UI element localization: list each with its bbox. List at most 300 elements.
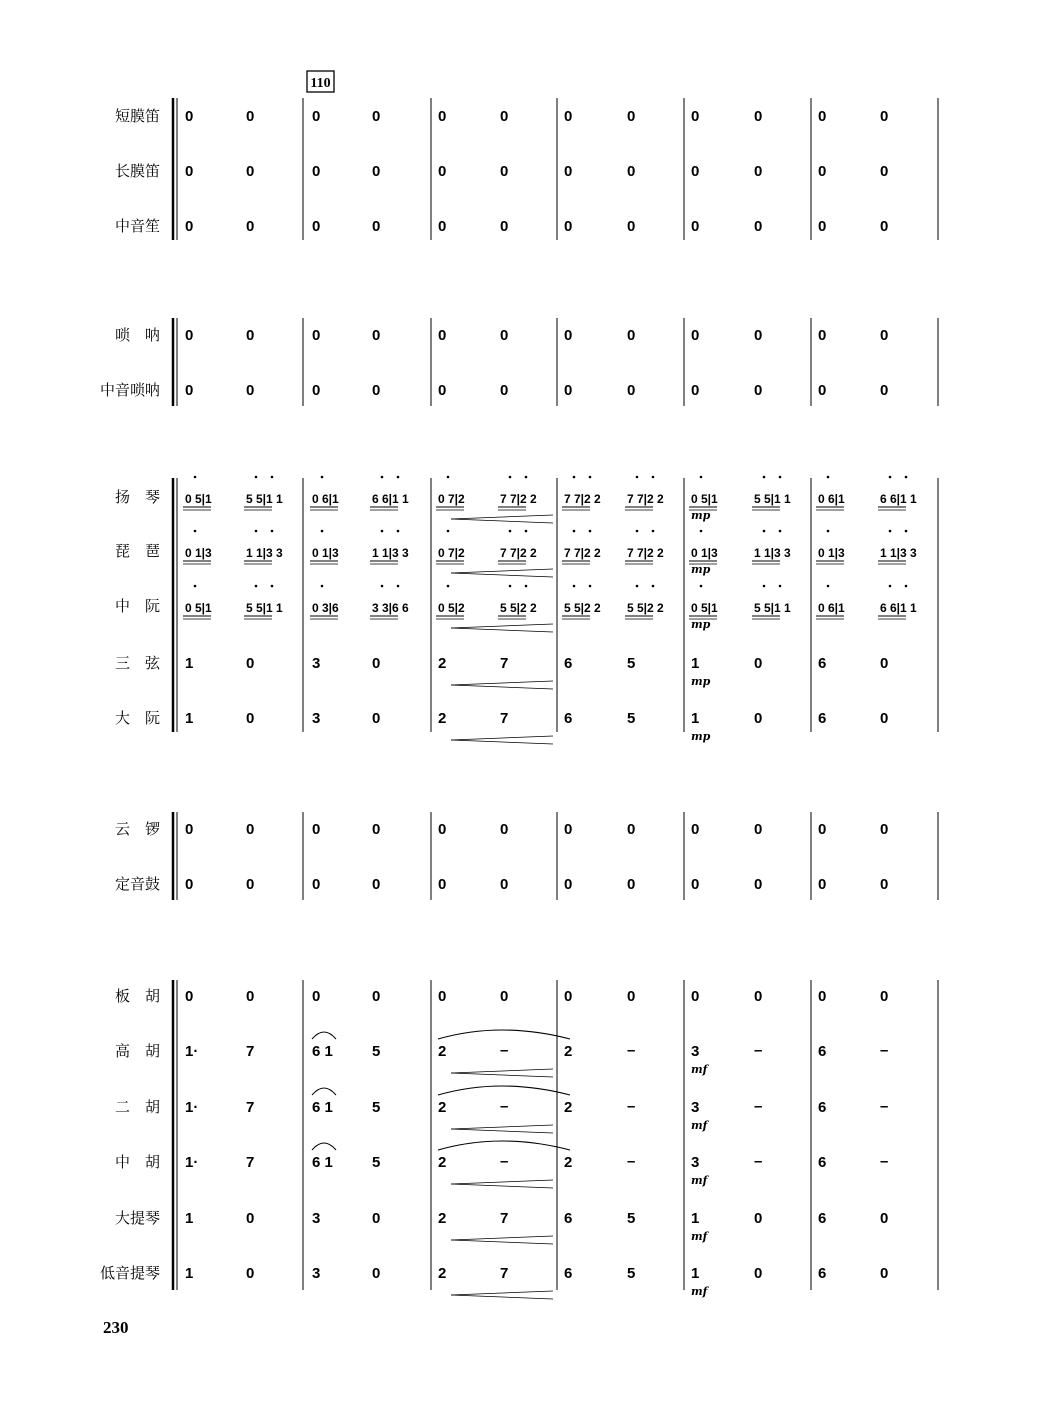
note: 0 [312, 108, 321, 125]
note: 2 [564, 1043, 573, 1060]
note: 1 [691, 1210, 700, 1227]
hairpin [451, 1180, 553, 1184]
note: 0 [246, 218, 255, 235]
lower-notes: 0 7|2 [438, 492, 465, 506]
octave-dot [397, 476, 400, 479]
octave-dot [509, 585, 512, 588]
dash-note: – [500, 1098, 509, 1115]
octave-dot [589, 476, 592, 479]
octave-dot [905, 585, 908, 588]
octave-dot [194, 585, 197, 588]
octave-dot [779, 530, 782, 533]
dash-note: – [500, 1042, 509, 1059]
note: 0 [627, 988, 636, 1005]
note: 0 [372, 1210, 381, 1227]
note: 0 [564, 821, 573, 838]
lower-notes: 0 3|6 [312, 601, 339, 615]
octave-dot [321, 585, 324, 588]
note: 0 [438, 821, 447, 838]
note: 0 [438, 218, 447, 235]
note: 0 [691, 876, 700, 893]
octave-dot [763, 530, 766, 533]
note: 0 [438, 382, 447, 399]
note: 0 [438, 988, 447, 1005]
dash-note: – [754, 1098, 763, 1115]
lower-notes: 1 1|3 3 [246, 546, 283, 560]
note: 1 [185, 710, 194, 727]
note: 0 [818, 163, 827, 180]
note: 0 [500, 382, 509, 399]
note: 1 [691, 1265, 700, 1282]
note: 2 [564, 1099, 573, 1116]
note: 1 [185, 655, 194, 672]
octave-dot [827, 585, 830, 588]
octave-dot [447, 585, 450, 588]
lower-notes: 7 7|2 2 [627, 492, 664, 506]
note: 0 [185, 163, 194, 180]
note: 0 [500, 988, 509, 1005]
note: 0 [185, 382, 194, 399]
octave-dot [827, 476, 830, 479]
note: 0 [880, 710, 889, 727]
octave-dot [889, 585, 892, 588]
note: 0 [754, 218, 763, 235]
note: 0 [185, 988, 194, 1005]
slur [312, 1032, 336, 1039]
octave-dot [763, 476, 766, 479]
note: 0 [564, 163, 573, 180]
note: 0 [500, 327, 509, 344]
dynamic-marking: mf [691, 1285, 708, 1298]
note: 5 [372, 1154, 381, 1171]
note: 0 [246, 710, 255, 727]
dash-note: – [627, 1098, 636, 1115]
octave-dot [589, 530, 592, 533]
instrument-name: 板 胡 [114, 987, 160, 1005]
hairpin [451, 624, 553, 628]
note: 0 [754, 1265, 763, 1282]
octave-dot [255, 476, 258, 479]
note: 0 [438, 876, 447, 893]
lower-notes: 7 7|2 2 [564, 546, 601, 560]
note: 0 [372, 163, 381, 180]
note: 0 [754, 327, 763, 344]
note: 0 [185, 327, 194, 344]
note: 6 [818, 1265, 827, 1282]
note: 6 1 [312, 1043, 333, 1060]
hairpin [451, 1129, 553, 1133]
octave-dot [321, 476, 324, 479]
hairpin [451, 736, 553, 740]
octave-dot [779, 585, 782, 588]
lower-notes: 0 1|3 [185, 546, 212, 560]
note: 0 [246, 876, 255, 893]
lower-notes: 0 5|2 [438, 601, 465, 615]
octave-dot [652, 585, 655, 588]
octave-dot [447, 530, 450, 533]
note: 0 [754, 655, 763, 672]
octave-dot [636, 585, 639, 588]
dynamic-marking: mf [691, 1119, 708, 1132]
note: 6 [564, 710, 573, 727]
note: 0 [880, 163, 889, 180]
dash-note: – [627, 1042, 636, 1059]
octave-dot [636, 476, 639, 479]
note: 0 [312, 382, 321, 399]
dynamic-marking: mf [691, 1230, 708, 1243]
note: 0 [500, 821, 509, 838]
note: 0 [818, 821, 827, 838]
dynamic-marking: mp [691, 618, 711, 631]
tie [438, 1141, 570, 1150]
note: 5 [627, 655, 636, 672]
instrument-name: 云 锣 [114, 820, 160, 838]
note: 0 [372, 327, 381, 344]
instrument-name: 中音笙 [114, 217, 160, 235]
instrument-name: 三 弦 [114, 654, 160, 672]
note: 0 [500, 876, 509, 893]
note: 0 [754, 163, 763, 180]
note: 0 [818, 327, 827, 344]
hairpin [451, 1184, 553, 1188]
note: 0 [372, 655, 381, 672]
note: 6 [818, 655, 827, 672]
octave-dot [194, 530, 197, 533]
note: 7 [246, 1043, 255, 1060]
tie [438, 1030, 570, 1039]
octave-dot [700, 476, 703, 479]
lower-notes: 1 1|3 3 [880, 546, 917, 560]
octave-dot [525, 530, 528, 533]
note: 2 [438, 1154, 447, 1171]
lower-notes: 0 5|1 [185, 492, 212, 506]
note: 3 [312, 1265, 321, 1282]
note: 1· [185, 1154, 199, 1171]
octave-dot [779, 476, 782, 479]
instrument-name: 短膜笛 [114, 107, 160, 125]
octave-dot [397, 530, 400, 533]
octave-dot [381, 530, 384, 533]
note: 0 [818, 988, 827, 1005]
note: 3 [691, 1154, 700, 1171]
slur [312, 1143, 336, 1150]
octave-dot [889, 530, 892, 533]
note: 0 [312, 821, 321, 838]
hairpin [451, 1236, 553, 1240]
lower-notes: 1 1|3 3 [372, 546, 409, 560]
note: 2 [438, 1043, 447, 1060]
octave-dot [381, 476, 384, 479]
note: 7 [500, 1265, 509, 1282]
note: 0 [185, 876, 194, 893]
note: 0 [754, 710, 763, 727]
note: 0 [754, 988, 763, 1005]
note: 0 [246, 382, 255, 399]
note: 0 [754, 108, 763, 125]
note: 0 [880, 327, 889, 344]
lower-notes: 0 5|1 [691, 492, 718, 506]
note: 0 [246, 821, 255, 838]
note: 1 [185, 1265, 194, 1282]
note: 0 [246, 327, 255, 344]
note: 0 [372, 218, 381, 235]
note: 0 [246, 163, 255, 180]
note: 5 [627, 1265, 636, 1282]
note: 0 [372, 382, 381, 399]
note: 0 [627, 876, 636, 893]
note: 0 [312, 876, 321, 893]
note: 6 1 [312, 1154, 333, 1171]
lower-notes: 7 7|2 2 [564, 492, 601, 506]
octave-dot [381, 585, 384, 588]
hairpin [451, 681, 553, 685]
lower-notes: 7 7|2 2 [627, 546, 664, 560]
note: 0 [691, 382, 700, 399]
note: 2 [438, 1265, 447, 1282]
note: 0 [246, 655, 255, 672]
note: 7 [500, 710, 509, 727]
note: 0 [880, 108, 889, 125]
note: 0 [185, 218, 194, 235]
note: 0 [312, 988, 321, 1005]
instrument-name: 长膜笛 [114, 162, 160, 180]
octave-dot [525, 585, 528, 588]
note: 0 [564, 218, 573, 235]
instrument-name: 大 阮 [114, 709, 160, 727]
note: 0 [372, 821, 381, 838]
note: 0 [500, 163, 509, 180]
octave-dot [271, 476, 274, 479]
note: 0 [372, 876, 381, 893]
dash-note: – [754, 1042, 763, 1059]
note: 3 [312, 655, 321, 672]
octave-dot [700, 585, 703, 588]
octave-dot [255, 530, 258, 533]
note: 0 [818, 876, 827, 893]
note: 0 [880, 988, 889, 1005]
hairpin [451, 515, 553, 519]
hairpin [451, 1291, 553, 1295]
note: 3 [312, 1210, 321, 1227]
note: 0 [438, 327, 447, 344]
note: 0 [818, 108, 827, 125]
hairpin [451, 740, 553, 744]
instrument-name: 中音唢呐 [99, 381, 160, 399]
instrument-name: 唢 呐 [114, 326, 160, 344]
note: 0 [500, 218, 509, 235]
note: 0 [880, 1265, 889, 1282]
note: 2 [438, 710, 447, 727]
hairpin [451, 628, 553, 632]
dash-note: – [880, 1042, 889, 1059]
score-rows [100, 107, 917, 1298]
note: 2 [564, 1154, 573, 1171]
lower-notes: 7 7|2 2 [500, 546, 537, 560]
lower-notes: 6 6|1 1 [880, 492, 917, 506]
lower-notes: 6 6|1 1 [372, 492, 409, 506]
octave-dot [271, 530, 274, 533]
octave-dot [509, 530, 512, 533]
note: 6 [818, 1154, 827, 1171]
octave-dot [573, 585, 576, 588]
lower-notes: 5 5|2 2 [564, 601, 601, 615]
note: 6 [818, 1043, 827, 1060]
note: 0 [880, 218, 889, 235]
octave-dot [700, 530, 703, 533]
lower-notes: 6 6|1 1 [880, 601, 917, 615]
note: 7 [500, 1210, 509, 1227]
note: 0 [880, 876, 889, 893]
tie [438, 1086, 570, 1095]
octave-dot [889, 476, 892, 479]
instrument-name: 二 胡 [114, 1098, 160, 1116]
note: 0 [754, 876, 763, 893]
notation-marks [183, 476, 907, 1299]
note: 0 [246, 1265, 255, 1282]
note: 0 [627, 327, 636, 344]
note: 0 [312, 327, 321, 344]
note: 0 [627, 821, 636, 838]
note: 1 [185, 1210, 194, 1227]
octave-dot [905, 530, 908, 533]
note: 0 [880, 821, 889, 838]
note: 6 [818, 1210, 827, 1227]
lower-notes: 5 5|1 1 [246, 492, 283, 506]
note: 6 [818, 710, 827, 727]
octave-dot [905, 476, 908, 479]
hairpin [451, 1295, 553, 1299]
note: 7 [246, 1099, 255, 1116]
note: 0 [627, 163, 636, 180]
octave-dot [652, 530, 655, 533]
octave-dot [827, 530, 830, 533]
note: 5 [627, 710, 636, 727]
note: 6 [818, 1099, 827, 1116]
note: 0 [246, 988, 255, 1005]
note: 0 [312, 163, 321, 180]
instrument-name: 琵 琶 [114, 542, 160, 560]
dash-note: – [500, 1153, 509, 1170]
note: 0 [564, 988, 573, 1005]
lower-notes: 0 5|1 [691, 601, 718, 615]
note: 2 [438, 1210, 447, 1227]
note: 0 [185, 821, 194, 838]
note: 0 [372, 710, 381, 727]
note: 6 [564, 1210, 573, 1227]
note: 0 [372, 108, 381, 125]
note: 0 [627, 108, 636, 125]
note: 5 [372, 1099, 381, 1116]
hairpin [451, 573, 553, 577]
octave-dot [255, 585, 258, 588]
dynamic-marking: mp [691, 730, 711, 743]
note: 3 [312, 710, 321, 727]
instrument-name: 大提琴 [114, 1209, 160, 1227]
instrument-name: 高 胡 [114, 1042, 160, 1060]
note: 1 [691, 710, 700, 727]
lower-notes: 7 7|2 2 [500, 492, 537, 506]
note: 0 [754, 1210, 763, 1227]
lower-notes: 5 5|2 2 [627, 601, 664, 615]
note: 0 [312, 218, 321, 235]
octave-dot [525, 476, 528, 479]
note: 0 [438, 163, 447, 180]
lower-notes: 0 1|3 [691, 546, 718, 560]
hairpin [451, 685, 553, 689]
lower-notes: 5 5|1 1 [754, 492, 791, 506]
note: 0 [246, 108, 255, 125]
note: 0 [691, 988, 700, 1005]
note: 0 [185, 108, 194, 125]
octave-dot [652, 476, 655, 479]
page-number: 230 [103, 1318, 129, 1337]
instrument-name: 中 阮 [114, 597, 160, 615]
note: 0 [880, 1210, 889, 1227]
note: 1· [185, 1099, 199, 1116]
note: 0 [372, 988, 381, 1005]
hairpin [451, 1125, 553, 1129]
dash-note: – [880, 1153, 889, 1170]
note: 0 [691, 821, 700, 838]
note: 0 [880, 655, 889, 672]
dynamic-marking: mp [691, 509, 711, 522]
instrument-name: 中 胡 [114, 1153, 160, 1171]
octave-dot [397, 585, 400, 588]
note: 2 [438, 1099, 447, 1116]
rehearsal-mark: 110 [310, 76, 331, 91]
dash-note: – [880, 1098, 889, 1115]
octave-dot [509, 476, 512, 479]
note: 3 [691, 1043, 700, 1060]
note: 0 [691, 218, 700, 235]
lower-notes: 5 5|1 1 [246, 601, 283, 615]
note: 0 [627, 382, 636, 399]
note: 0 [564, 108, 573, 125]
note: 5 [627, 1210, 636, 1227]
dynamic-marking: mf [691, 1174, 708, 1187]
note: 1· [185, 1043, 199, 1060]
note: 0 [818, 218, 827, 235]
dynamic-marking: mp [691, 563, 711, 576]
dynamic-marking: mf [691, 1063, 708, 1076]
octave-dot [636, 530, 639, 533]
note: 0 [500, 108, 509, 125]
instrument-name: 扬 琴 [114, 488, 160, 506]
note: 0 [880, 382, 889, 399]
dash-note: – [754, 1153, 763, 1170]
note: 0 [627, 218, 636, 235]
note: 0 [438, 108, 447, 125]
note: 0 [372, 1265, 381, 1282]
lower-notes: 0 6|1 [312, 492, 339, 506]
lower-notes: 0 6|1 [818, 601, 845, 615]
note: 1 [691, 655, 700, 672]
lower-notes: 0 1|3 [312, 546, 339, 560]
note: 6 [564, 1265, 573, 1282]
note: 0 [246, 1210, 255, 1227]
note: 7 [246, 1154, 255, 1171]
octave-dot [573, 530, 576, 533]
lower-notes: 5 5|1 1 [754, 601, 791, 615]
instrument-name: 低音提琴 [99, 1264, 160, 1282]
lower-notes: 0 7|2 [438, 546, 465, 560]
hairpin [451, 1069, 553, 1073]
lower-notes: 0 5|1 [185, 601, 212, 615]
lower-notes: 0 1|3 [818, 546, 845, 560]
dynamic-marking: mp [691, 675, 711, 688]
lower-notes: 0 6|1 [818, 492, 845, 506]
hairpin [451, 569, 553, 573]
